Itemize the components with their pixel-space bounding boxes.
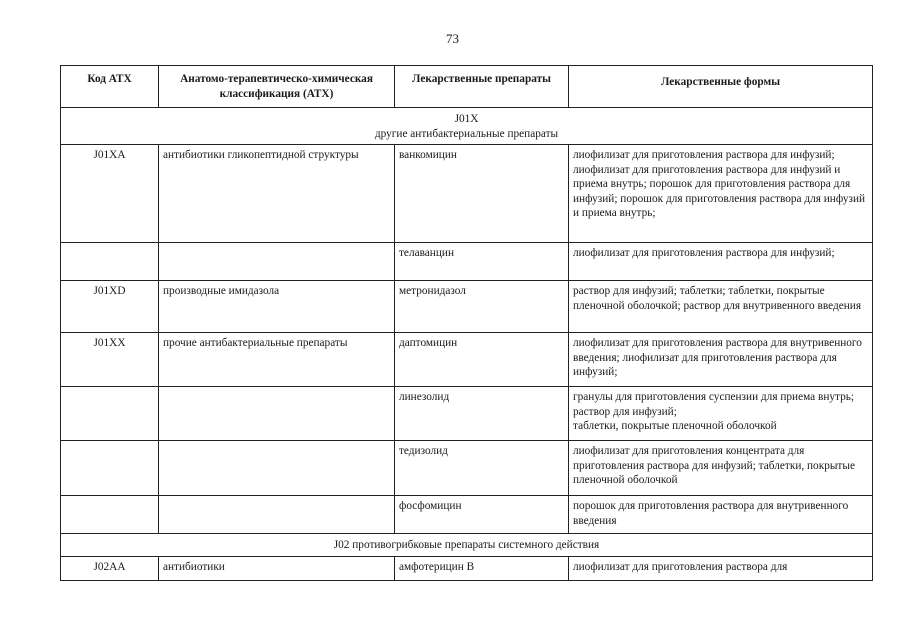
row-classification — [159, 496, 395, 534]
row-classification: прочие антибактериальные препараты — [159, 333, 395, 387]
row-code — [61, 496, 159, 534]
table-row — [61, 441, 873, 496]
row-code — [61, 243, 159, 281]
group-cell — [61, 534, 873, 557]
row-forms: раствор для инфузий; таблетки; таблетки, покрытые пленочной оболочкой; раствор для внутривенного введения — [569, 281, 873, 333]
row-forms: порошок для приготовления раствора для внутривенного введения — [569, 496, 873, 534]
row-classification: производные имидазола — [159, 281, 395, 333]
row-drug: метронидазол — [395, 281, 569, 333]
row-classification — [159, 243, 395, 281]
header-forms: Лекарственные формы — [569, 66, 873, 108]
group-cell — [61, 108, 873, 145]
row-drug: даптомицин — [395, 333, 569, 387]
header-code: Код АТХ — [61, 66, 159, 108]
table-row — [61, 496, 873, 534]
row-code: J01XD — [61, 281, 159, 333]
row-classification — [159, 387, 395, 441]
row-drug: линезолид — [395, 387, 569, 441]
row-forms — [569, 387, 873, 441]
table-row — [61, 243, 873, 281]
row-forms: лиофилизат для приготовления раствора для инфузий; лиофилизат для приготовления раствора для инфузий и приема внутрь; порошок для приготовления раствора для инфузий; порошок для приготовления раствора для инфузий и приема внутрь; — [569, 145, 873, 243]
forms-line: таблетки, покрытые пленочной оболочкой — [573, 420, 777, 432]
row-drug: фосфомицин — [395, 496, 569, 534]
table-row — [61, 281, 873, 333]
row-drug: тедизолид — [395, 441, 569, 496]
group-title: J02 противогрибковые препараты системного действия — [333, 539, 600, 551]
group-row-j02 — [61, 534, 873, 557]
row-classification: антибиотики гликопептидной структуры — [159, 145, 395, 243]
row-drug: амфотерицин В — [395, 556, 569, 580]
group-code: J01X — [454, 113, 479, 125]
group-title: другие антибактериальные препараты — [374, 127, 559, 140]
row-forms: лиофилизат для приготовления раствора для — [569, 556, 873, 580]
row-code — [61, 387, 159, 441]
row-code: J01XA — [61, 145, 159, 243]
row-forms: лиофилизат для приготовления раствора для внутривенного введения; лиофилизат для приготовления раствора для инфузий; — [569, 333, 873, 387]
table-row — [61, 556, 873, 580]
row-code: J02AA — [61, 556, 159, 580]
table-row — [61, 387, 873, 441]
group-row-j01x — [61, 108, 873, 145]
row-code — [61, 441, 159, 496]
header-classification: Анатомо-терапевтическо-химическая классификация (АТХ) — [159, 66, 395, 108]
table-header-row — [61, 66, 873, 108]
row-forms: лиофилизат для приготовления раствора для инфузий; — [569, 243, 873, 281]
row-drug: ванкомицин — [395, 145, 569, 243]
row-drug: телаванцин — [395, 243, 569, 281]
forms-line: гранулы для приготовления суспензии для приема внутрь; раствор для инфузий; — [573, 391, 855, 418]
header-drugs: Лекарственные препараты — [395, 66, 569, 108]
table-row — [61, 145, 873, 243]
table-row — [61, 333, 873, 387]
row-code: J01XX — [61, 333, 159, 387]
page-number: 73 — [446, 31, 459, 46]
row-classification: антибиотики — [159, 556, 395, 580]
row-forms: лиофилизат для приготовления концентрата для приготовления раствора для инфузий; таблетки, покрытые пленочной оболочкой — [569, 441, 873, 496]
atx-table — [60, 65, 873, 581]
row-classification — [159, 441, 395, 496]
